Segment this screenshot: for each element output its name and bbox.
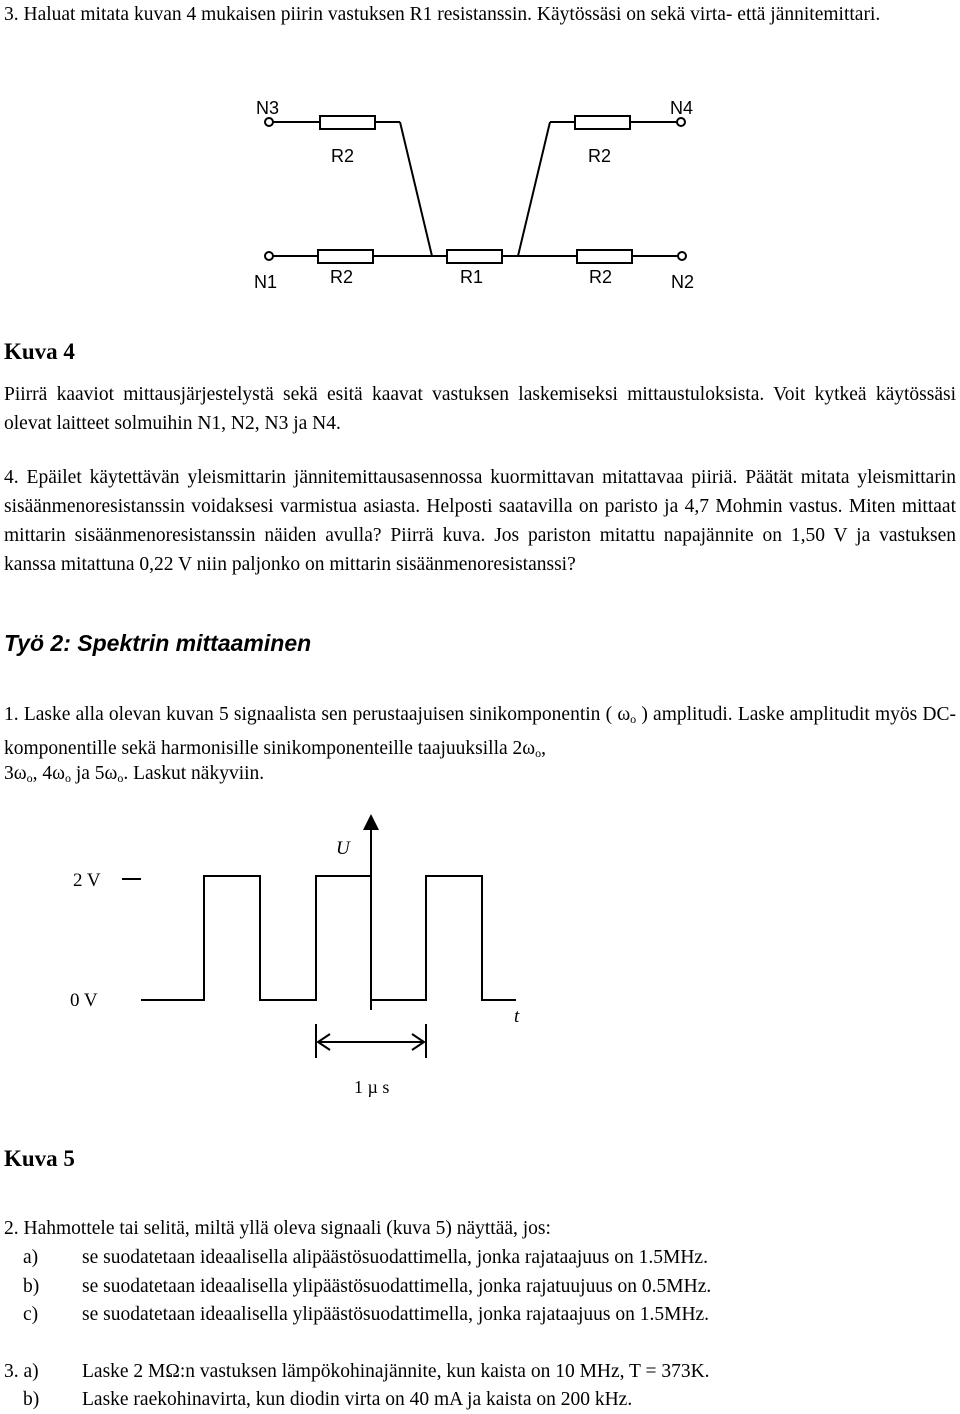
- list-item-tag: 3. a): [4, 1361, 39, 1382]
- omega-subscript: o: [64, 771, 71, 785]
- list-item-text: Laske 2 MΩ:n vastuksen lämpökohinajännite, kun kaista on 10 MHz, T = 373K.: [82, 1361, 710, 1382]
- omega-symbol: ω: [522, 738, 536, 759]
- resistor-r2-top-left-label: R2: [331, 146, 355, 166]
- omega-subscript: o: [630, 712, 637, 726]
- list-item-text: se suodatetaan ideaalisella ylipäästösuodattimella, jonka rajataajuus on 1.5MHz.: [82, 1304, 710, 1325]
- list-item-text: se suodatetaan ideaalisella alipäästösuodattimella, jonka rajataajuus on 1.5MHz.: [82, 1247, 708, 1268]
- list-item: [23, 1272, 711, 1301]
- q1-line3-d: . Laskut näkyviin.: [123, 763, 265, 784]
- q1-part2: ) amplitudi. Laske amplitudit myös DC-komponentille sekä harmonisille sinikomponenteille taajuuksilla 2: [4, 704, 957, 759]
- resistor-r2-bottom-left-label: R2: [330, 267, 354, 287]
- omega-subscript: o: [26, 771, 33, 785]
- node-n2-label: N2: [671, 272, 695, 292]
- question-3-text: 3. Haluat mitata kuvan 4 mukaisen piirin vastuksen R1 resistanssin. Käytössäsi on sekä virta- että jännitemittari.: [4, 4, 881, 25]
- omega-subscript: o: [117, 771, 124, 785]
- node-n1-label: N1: [254, 272, 278, 292]
- figure-4-text: Piirrä kaaviot mittausjärjestelystä sekä esitä kaavat vastuksen laskemiseksi mittaustuloksista. Voit kytkeä käytössäsi olevat laitteet solmuihin N1, N2, N3 ja N4.: [4, 384, 956, 434]
- t-axis-label: t: [514, 1006, 520, 1027]
- list-item-tag: a): [23, 1247, 39, 1268]
- node-n3-label: N3: [256, 98, 280, 118]
- period-label: 1 µ s: [354, 1077, 390, 1097]
- omega-symbol: ω: [617, 704, 631, 725]
- figure-4-caption: Kuva 4: [4, 339, 75, 364]
- node-n4-label: N4: [670, 98, 694, 118]
- question-4-text: 4. Epäilet käytettävän yleismittarin jännitemittausasennossa kuormittavan mitattavaa piiriä. Päätät mitata yleismittarin sisäänmenoresistanssin voidaksesi varmistua asiasta. Helposti saatavilla on paristo ja 4,7 Mohmin vastus. Miten mittaat mittarin sisäänmenoresistanssin näiden avulla? Piirrä kuva. Jos pariston mitattu napajännite on 1,50 V ja vastuksen kanssa mitattuna 0,22 V niin paljonko on mittarin sisäänmenoresistanssi?: [4, 467, 956, 575]
- list-item-tag: b): [23, 1276, 40, 1297]
- level-0v-label: 0 V: [70, 990, 98, 1011]
- q1-line3-c: ja 5: [70, 763, 105, 784]
- figure-5-caption: Kuva 5: [4, 1146, 75, 1171]
- u-axis-label: U: [336, 838, 350, 859]
- list-item-text: Laske raekohinavirta, kun diodin virta on 40 mA ja kaista on 200 kHz.: [82, 1389, 633, 1410]
- resistor-r2-bottom-right-label: R2: [589, 267, 613, 287]
- square-wave-plot: [0, 810, 960, 1110]
- section2-question-1-line3: [4, 759, 956, 793]
- comma: ,: [541, 738, 546, 759]
- resistor-r1-label: R1: [460, 267, 484, 287]
- list-item-tag: c): [23, 1304, 39, 1325]
- resistor-r2-top-right-label: R2: [588, 146, 612, 166]
- list-item: [23, 1385, 632, 1414]
- omega-subscript: o: [535, 746, 542, 760]
- q1-part1: 1. Laske alla olevan kuvan 5 signaalista sen perustaajuisen sinikomponentin (: [4, 704, 613, 725]
- section2-question-2-intro: 2. Hahmottele tai selitä, miltä yllä oleva signaali (kuva 5) näyttää, jos:: [4, 1218, 551, 1239]
- omega-symbol: ω: [13, 763, 27, 784]
- q1-line3-b: , 4: [32, 763, 53, 784]
- omega-symbol: ω: [104, 763, 118, 784]
- list-item: [4, 1357, 710, 1386]
- section-title: Työ 2: Spektrin mittaaminen: [4, 630, 312, 656]
- list-item-text: se suodatetaan ideaalisella ylipäästösuodattimella, jonka rajatuujuus on 0.5MHz.: [82, 1276, 712, 1297]
- list-item: [23, 1300, 709, 1329]
- omega-symbol: ω: [52, 763, 65, 784]
- list-item-tag: b): [23, 1389, 40, 1410]
- section2-question-1-text: [4, 700, 956, 768]
- list-item: [23, 1243, 708, 1272]
- level-2v-label: 2 V: [73, 870, 101, 891]
- q1-line3-a: 3: [4, 763, 14, 784]
